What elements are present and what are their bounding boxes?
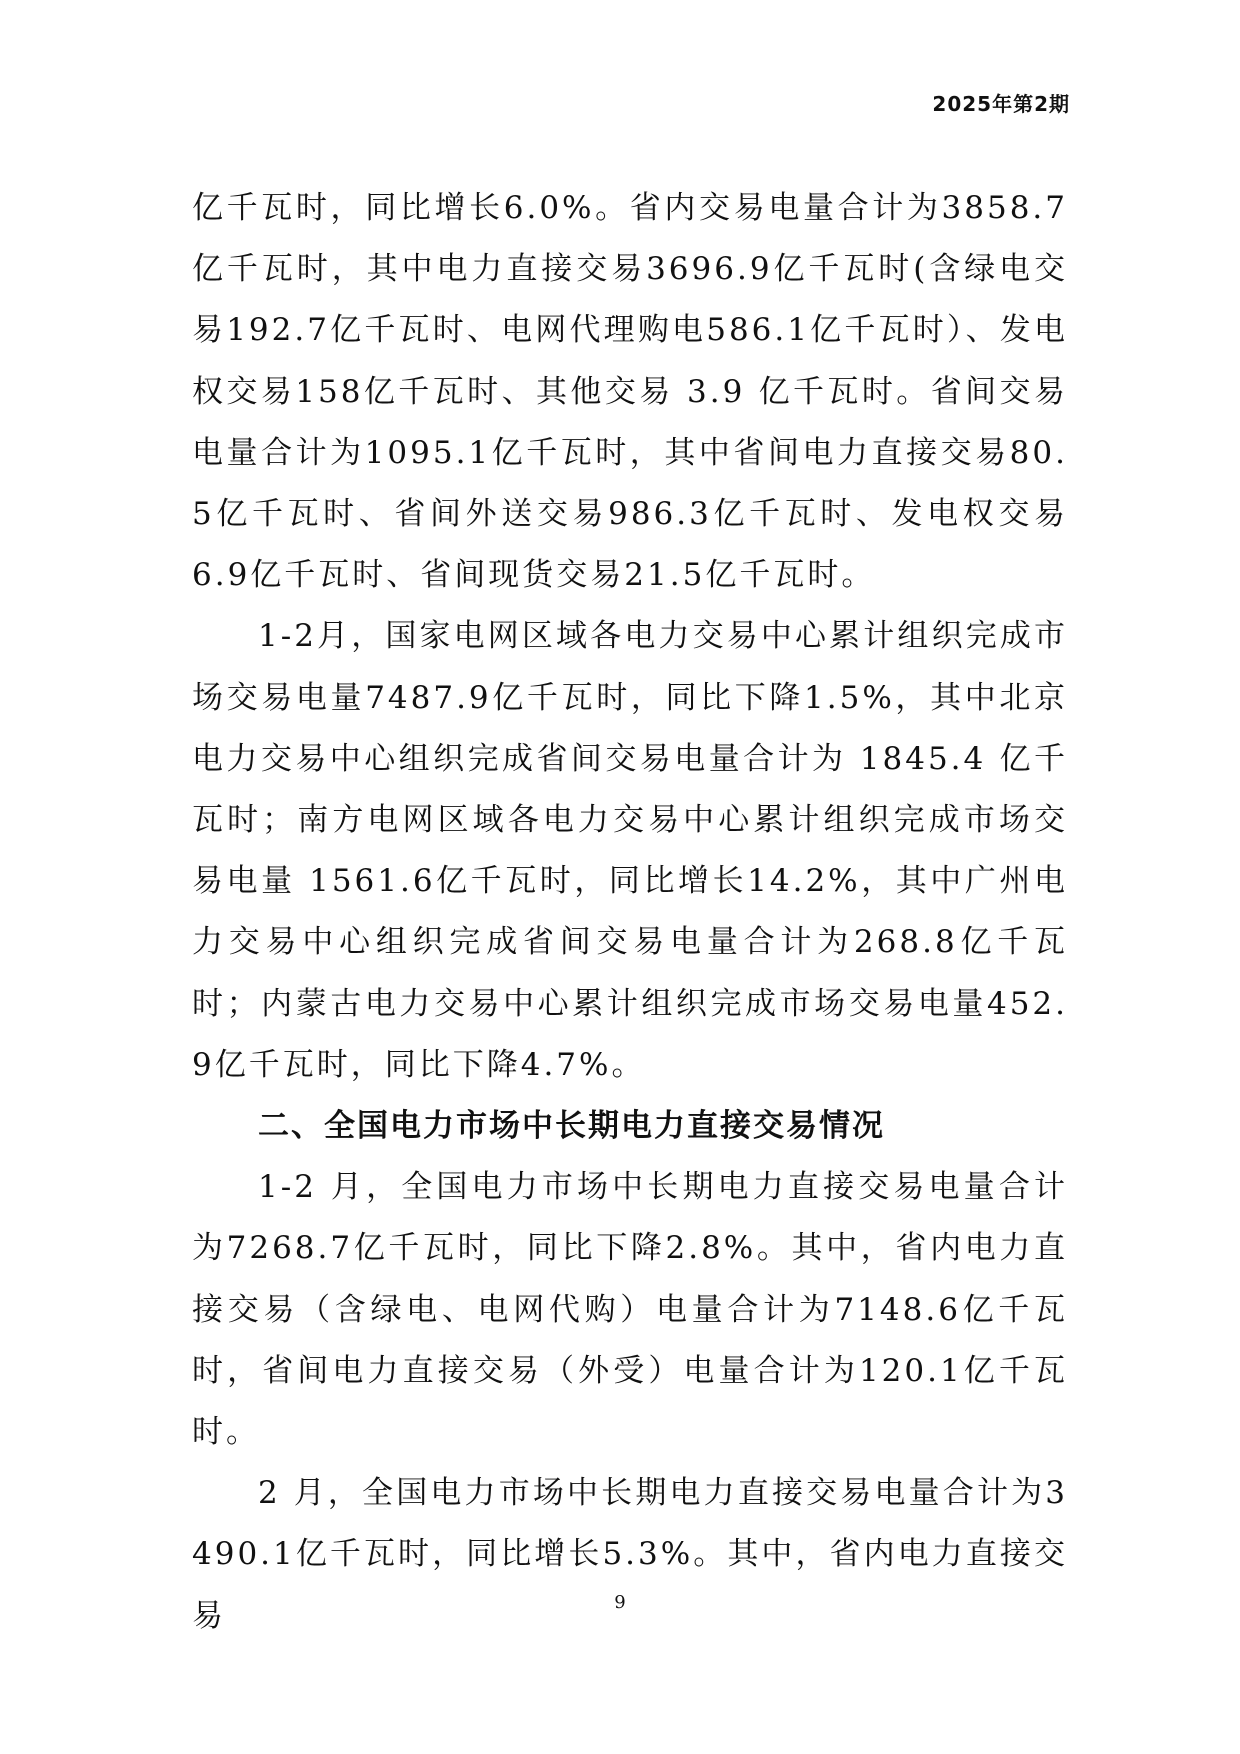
document-body — [192, 178, 1068, 1647]
paragraph-continued: 亿千瓦时，同比增长6.0%。省内交易电量合计为3858.7亿千瓦时，其中电力直接交易3696.9亿千瓦时(含绿电交易192.7亿千瓦时、电网代理购电586.1亿千瓦时）、发电权交易158亿千瓦时、其他交易 3.9 亿千瓦时。省间交易电量合计为1095.1亿千瓦时，其中省间电力直接交易80.5亿千瓦时、省间外送交易986.3亿千瓦时、发电权交易6.9亿千瓦时、省间现货交易21.5亿千瓦时。 — [192, 190, 1068, 594]
page-number: 9 — [614, 1592, 626, 1613]
section-heading: 二、全国电力市场中长期电力直接交易情况 — [258, 1108, 885, 1145]
issue-label: 2025年第2期 — [932, 92, 1070, 116]
paragraph-feb-direct-trading: 2 月，全国电力市场中长期电力直接交易电量合计为3490.1亿千瓦时，同比增长5.3%。其中，省内电力直接交易 — [192, 1475, 1068, 1634]
paragraph-regional-trading: 1-2月，国家电网区域各电力交易中心累计组织完成市场交易电量7487.9亿千瓦时，同比下降1.5%，其中北京电力交易中心组织完成省间交易电量合计为 1845.4 亿千瓦时；南方电网区域各电力交易中心累计组织完成市场交易电量 1561.6亿千瓦时，同比增长14.2%，其中广州电力交易中心组织完成省间交易电量合计为268.8亿千瓦时；内蒙古电力交易中心累计组织完成市场交易电量452.9亿千瓦时，同比下降4.7%。 — [192, 618, 1068, 1083]
paragraph-jan-feb-direct-trading: 1-2 月，全国电力市场中长期电力直接交易电量合计为7268.7亿千瓦时，同比下降2.8%。其中，省内电力直接交易（含绿电、电网代购）电量合计为7148.6亿千瓦时，省间电力直接交易（外受）电量合计为120.1亿千瓦时。 — [192, 1169, 1068, 1451]
